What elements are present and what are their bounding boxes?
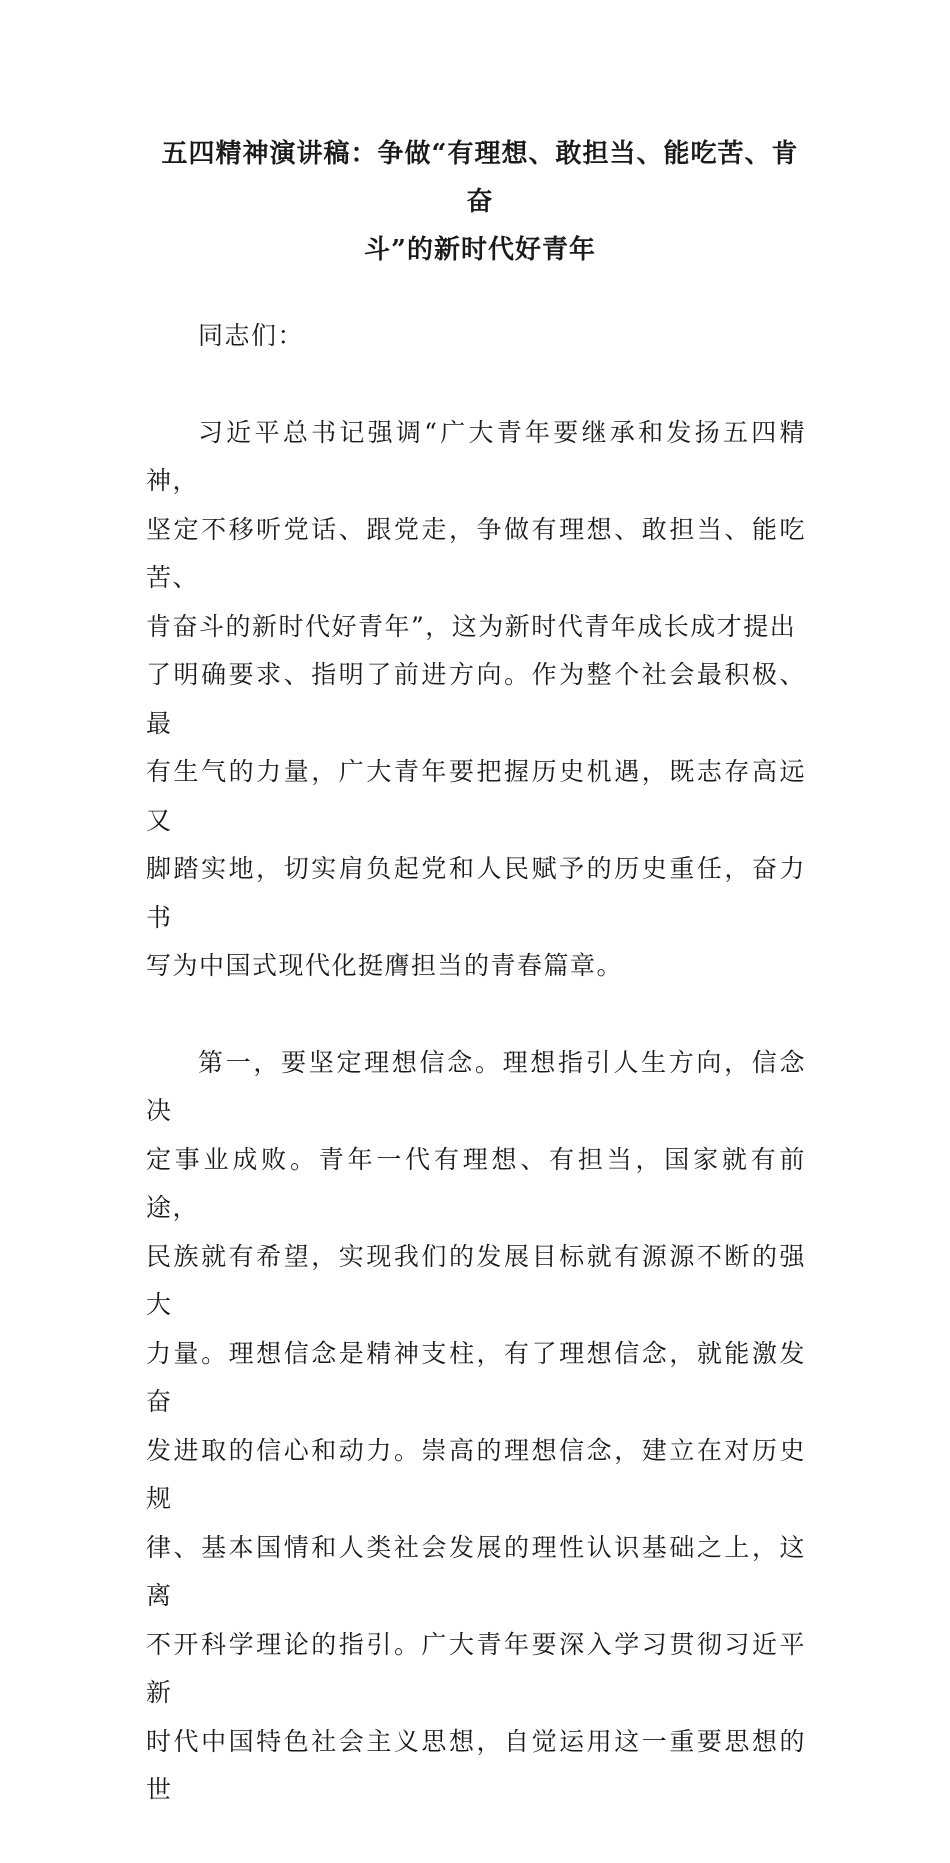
text-line: 时代中国特色社会主义思想，自觉运用这一重要思想的世 [146, 1726, 806, 1804]
text-line: 发进取的信心和动力。崇高的理想信念，建立在对历史规 [146, 1435, 806, 1513]
text-line: 写为中国式现代化挺膺担当的青春篇章。 [146, 951, 624, 980]
text-line: 不开科学理论的指引。广大青年要深入学习贯彻习近平新 [146, 1629, 806, 1707]
title-line-1: 五四精神演讲稿：争做“有理想、敢担当、能吃苦、肯奋 [161, 139, 799, 217]
point-one-paragraph [146, 1039, 806, 1815]
text-line: 坚定不移听党话、跟党走，争做有理想、敢担当、能吃苦、 [146, 514, 806, 592]
text-line: 了明确要求、指明了前进方向。作为整个社会最积极、最 [146, 660, 806, 738]
text-line: 定事业成败。青年一代有理想、有担当，国家就有前途， [146, 1144, 806, 1222]
salutation-paragraph [146, 312, 806, 361]
text-line: 习近平总书记强调“广大青年要继承和发扬五四精神， [146, 417, 806, 495]
text-line: 有生气的力量，广大青年要把握历史机遇，既志存高远又 [146, 757, 806, 835]
text-line: 同志们： [198, 321, 305, 350]
text-line: 第一，要坚定理想信念。理想指引人生方向，信念决 [146, 1047, 806, 1125]
title-line-2: 斗”的新时代好青年 [364, 235, 596, 265]
text-line: 肯奋斗的新时代好青年”，这为新时代青年成长成才提出 [146, 611, 797, 641]
text-line: 脚踏实地，切实肩负起党和人民赋予的历史重任，奋力书 [146, 854, 806, 932]
text-line: 律、基本国情和人类社会发展的理性认识基础之上，这离 [146, 1532, 806, 1610]
document-title [150, 130, 810, 274]
document-body [146, 312, 806, 1863]
text-line: 力量。理想信念是精神支柱，有了理想信念，就能激发奋 [146, 1338, 806, 1416]
text-line: 民族就有希望，实现我们的发展目标就有源源不断的强大 [146, 1241, 806, 1319]
intro-paragraph [146, 409, 806, 991]
